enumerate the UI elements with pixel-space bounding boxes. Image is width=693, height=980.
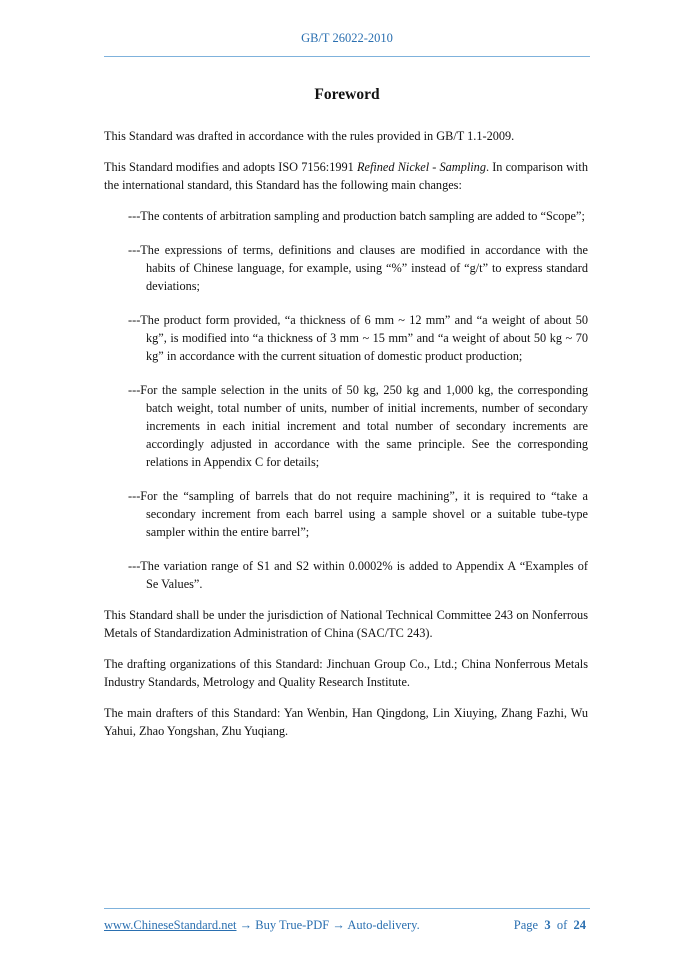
footer-divider xyxy=(104,908,590,909)
auto-delivery-text: Auto-delivery. xyxy=(347,918,420,932)
modifies-text-end: . In comparison with the international standard, this Standard has the following main changes: xyxy=(104,160,588,192)
jurisdiction-paragraph: This Standard shall be under the jurisdiction of National Technical Committee 243 on Nonferrous Metals of Standardization Administration of China (SAC/TC 243). xyxy=(104,608,588,640)
header-divider xyxy=(104,56,590,57)
change-item: ---For the sample selection in the units of 50 kg, 250 kg and 1,000 kg, the corresponding batch weight, total number of units, number of initial increments, number of secondary increments in each initial increment and total number of secondary increments are accordingly adjusted in accordance with the same principle. See the corresponding relations in Appendix C for details; xyxy=(128,383,588,469)
arrow-icon: → xyxy=(329,918,348,932)
footer-links xyxy=(104,918,420,933)
drafting-organizations-paragraph: The drafting organizations of this Standard: Jinchuan Group Co., Ltd.; China Nonferrous Metals Industry Standards, Metrology and Quality Research Institute. xyxy=(104,657,588,689)
change-item: ---The variation range of S1 and S2 within 0.0002% is added to Appendix A “Examples of Se Values”. xyxy=(128,559,588,591)
modifies-text: This Standard modifies and adopts ISO 7156:1991 xyxy=(104,160,357,174)
change-item: ---The contents of arbitration sampling and production batch sampling are added to “Scope”; xyxy=(128,209,585,223)
modifies-paragraph xyxy=(104,158,588,194)
site-link[interactable]: www.ChineseStandard.net xyxy=(104,918,237,932)
intro-paragraph: This Standard was drafted in accordance with the rules provided in GB/T 1.1-2009. xyxy=(104,129,515,143)
change-item: ---The product form provided, “a thickness of 6 mm ~ 12 mm” and “a weight of about 50 kg”, is modified into “a thickness of 3 mm ~ 15 mm” and “a weight of about 50 kg ~ 70 kg” in accordance with the current situation of domestic product production; xyxy=(128,313,588,363)
page-number: Page 3 of 24 xyxy=(513,918,586,932)
arrow-icon: → xyxy=(236,918,256,932)
total-pages: 24 xyxy=(573,918,586,932)
document-code: GB/T 26022-2010 xyxy=(301,31,393,45)
change-item: ---The expressions of terms, definitions and clauses are modified in accordance with the habits of Chinese language, for example, using “%” instead of “g/t” to express standard deviations; xyxy=(128,243,588,293)
referenced-standard-title: Refined Nickel - Sampling xyxy=(356,160,486,174)
document-body xyxy=(104,127,588,753)
current-page: 3 xyxy=(544,918,551,932)
change-item: ---For the “sampling of barrels that do not require machining”, it is required to “take a secondary increment from each barrel using a sample shovel or a suitable tube-type sampler within the entire barrel”; xyxy=(128,489,588,539)
buy-pdf-link[interactable]: Buy True-PDF xyxy=(255,918,330,932)
page-title: Foreword xyxy=(314,86,380,103)
drafters-paragraph: The main drafters of this Standard: Yan Wenbin, Han Qingdong, Lin Xiuying, Zhang Fazhi, Wu Yahui, Zhao Yongshan, Zhu Yuqiang. xyxy=(104,706,588,738)
